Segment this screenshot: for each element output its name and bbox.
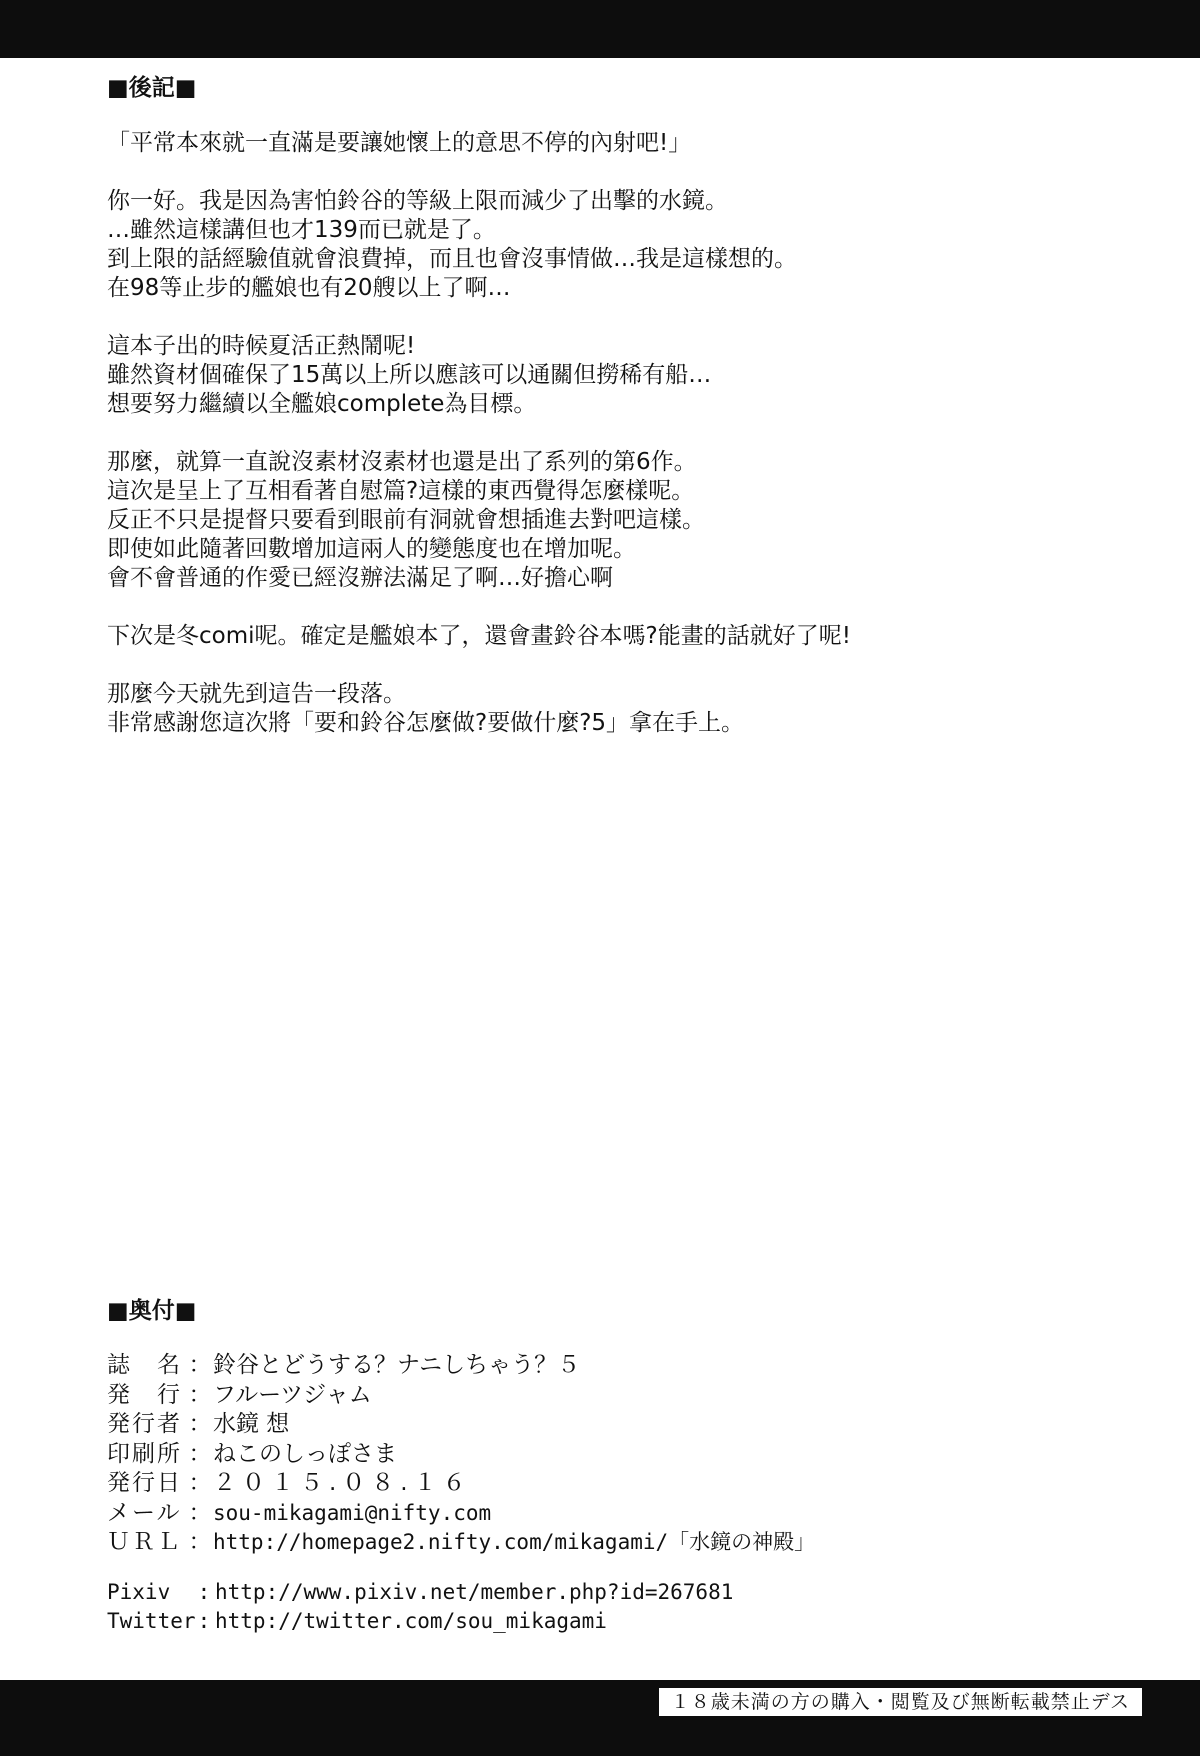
afterword-line: 非常感謝您這次將「要和鈴谷怎麼做?要做什麼?5」拿在手上。 (107, 710, 745, 736)
afterword-line: 在98等止步的艦娘也有20艘以上了啊… (107, 275, 511, 301)
colophon-separator: ： (188, 1470, 212, 1496)
afterword-section (107, 74, 1147, 767)
afterword-line: 雖然資材個確保了15萬以上所以應該可以通關但撈稀有船… (107, 362, 712, 388)
top-black-bar (0, 0, 1200, 58)
afterword-paragraph (107, 129, 1147, 158)
colophon-label: 印刷所 (107, 1440, 182, 1467)
afterword-line: 這本子出的時候夏活正熱鬧呢! (107, 333, 416, 359)
afterword-paragraph (107, 187, 1147, 303)
afterword-line: 那麼今天就先到這告一段落。 (107, 681, 406, 707)
colophon-heading: ■奥付■ (107, 1298, 197, 1324)
afterword-line: 你一好。我是因為害怕鈴谷的等級上限而減少了出擊的水鏡。 (107, 188, 728, 214)
pixiv-label: Pixiv (107, 1579, 171, 1604)
colophon-separator: ： (188, 1440, 212, 1467)
afterword-heading: ■後記■ (107, 75, 197, 101)
afterword-paragraph (107, 680, 1147, 738)
colophon-value: ねこのしっぽさま (213, 1440, 397, 1467)
link-separator: : (197, 1608, 211, 1633)
colophon-value: フルーツジャム (213, 1381, 372, 1408)
afterword-line: …雖然這樣講但也才139而已就是了。 (107, 217, 496, 243)
colophon-separator: ： (188, 1499, 212, 1526)
afterword-line: 到上限的話經驗值就會浪費掉，而且也會沒事情做…我是這樣想的。 (107, 246, 797, 272)
colophon-value: ２０１５.０８.１６ (213, 1470, 472, 1496)
twitter-label: Twitter (107, 1608, 196, 1633)
colophon-section (107, 1297, 1147, 1636)
colophon-value: 水鏡 想 (213, 1411, 290, 1437)
colophon-separator: ： (188, 1529, 212, 1555)
colophon-row-email (107, 1499, 1147, 1529)
colophon-separator: ： (188, 1411, 212, 1437)
social-links (107, 1578, 1147, 1636)
afterword-line: 會不會普通的作愛已經沒辦法滿足了啊…好擔心啊 (107, 565, 613, 591)
link-separator: : (197, 1579, 211, 1604)
afterword-paragraph (107, 622, 1147, 651)
afterword-line: 「平常本來就一直滿是要讓她懷上的意思不停的內射吧!」 (107, 130, 692, 156)
afterword-paragraph (107, 332, 1147, 419)
colophon-row-date (107, 1469, 1147, 1499)
colophon-label: 誌 名 (107, 1352, 182, 1378)
afterword-line: 那麼，就算一直說沒素材沒素材也還是出了系列的第6作。 (107, 449, 697, 475)
twitter-link[interactable]: http://twitter.com/sou_mikagami (215, 1608, 607, 1633)
colophon-label: 発行日 (107, 1470, 182, 1496)
pixiv-link[interactable]: http://www.pixiv.net/member.php?id=267681 (215, 1579, 734, 1604)
colophon-row-printer (107, 1440, 1147, 1470)
colophon-label: 発行者 (107, 1411, 182, 1437)
email-link[interactable]: sou-mikagami@nifty.com (213, 1500, 492, 1525)
afterword-paragraph (107, 448, 1147, 593)
colophon-label: メール (107, 1499, 182, 1526)
afterword-line: 即使如此隨著回數增加這兩人的變態度也在增加呢。 (107, 536, 636, 562)
colophon-label: ＵＲＬ (107, 1529, 182, 1555)
colophon-row-url (107, 1528, 1147, 1558)
colophon-value: 鈴谷とどうする？ナニしちゃう？５ (213, 1352, 581, 1378)
colophon-row-title (107, 1351, 1147, 1381)
pixiv-row (107, 1578, 1147, 1607)
colophon-label: 発 行 (107, 1381, 182, 1408)
colophon-row-issuer (107, 1410, 1147, 1440)
bottom-black-bar (0, 1680, 1200, 1756)
age-restriction-notice: １８歳未満の方の購入・閲覧及び無断転載禁止デス (659, 1688, 1142, 1716)
twitter-row (107, 1607, 1147, 1636)
colophon-row-publisher (107, 1381, 1147, 1411)
afterword-line: 這次是呈上了互相看著自慰篇?這樣的東西覺得怎麼樣呢。 (107, 478, 695, 504)
colophon-separator: ： (188, 1381, 212, 1408)
afterword-line: 下次是冬comi呢。確定是艦娘本了，還會畫鈴谷本嗎?能畫的話就好了呢! (107, 623, 851, 649)
afterword-line: 反正不只是提督只要看到眼前有洞就會想插進去對吧這樣。 (107, 507, 705, 533)
colophon-separator: ： (188, 1352, 212, 1378)
afterword-line: 想要努力繼續以全艦娘complete為目標。 (107, 391, 537, 417)
homepage-link[interactable]: http://homepage2.nifty.com/mikagami/「水鏡の神殿」 (213, 1530, 816, 1554)
